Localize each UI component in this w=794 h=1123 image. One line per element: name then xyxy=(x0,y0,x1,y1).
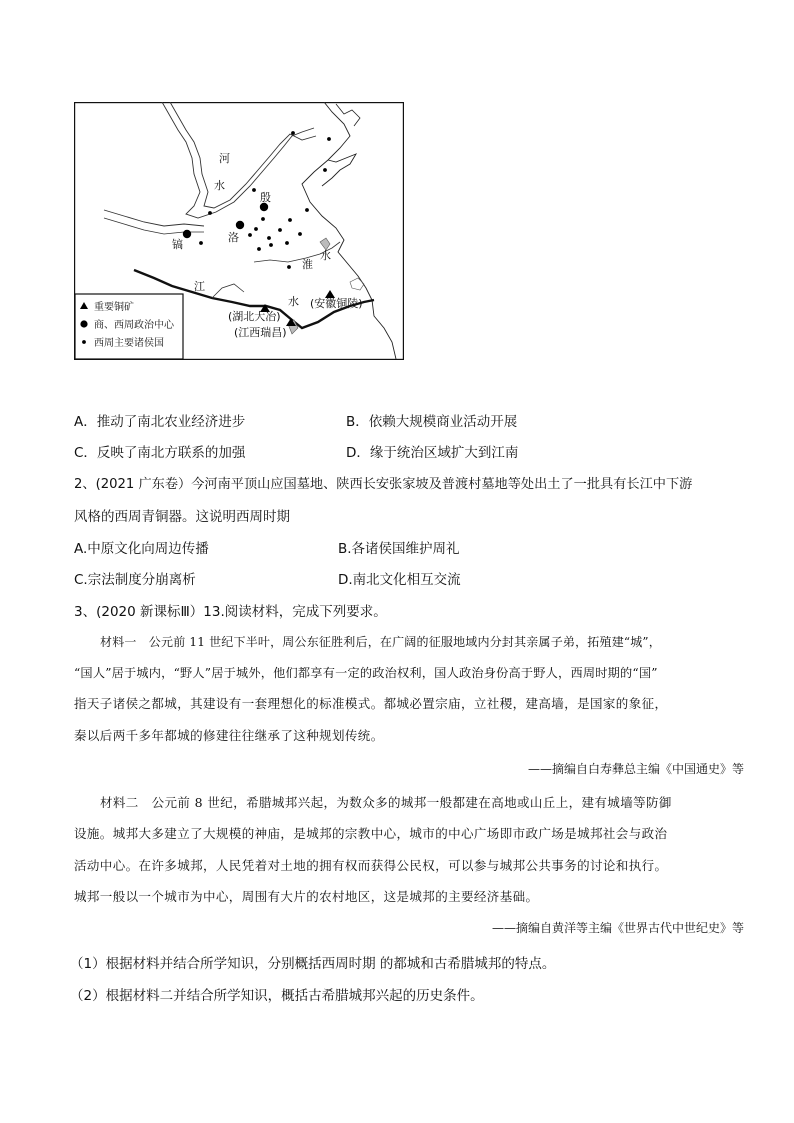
label-shui-jiang: 水 xyxy=(288,295,299,308)
label-luo: 洛 xyxy=(228,231,239,244)
q2-option-d: D.南北文化相互交流 xyxy=(338,572,461,588)
label-shui: 水 xyxy=(214,179,225,192)
material1-line: 秦以后两千多年都城的修建往往继承了这种规划传统。 xyxy=(74,728,384,743)
center-yin xyxy=(260,203,268,211)
label-jiang: 江 xyxy=(194,280,205,293)
label-hubei-daye: (湖北大冶) xyxy=(228,310,281,323)
material2-line: 材料二 公元前 8 世纪，希腊城邦兴起，为数众多的城邦一般都建在高地或山丘上，建有城墙等防御 xyxy=(100,795,672,810)
legend-label-mine: 重要铜矿 xyxy=(94,302,134,313)
material1-line: 指天子诸侯之都城，其建设有一套理想化的标准模式。都城必置宗庙，立社稷，建高墙，是国家的象征， xyxy=(74,696,668,711)
label-shui-huai: 水 xyxy=(320,249,331,262)
label-jiangxi-ruichang: (江西瑞昌) xyxy=(234,326,287,339)
q1-option-b: B．依赖大规模商业活动开展 xyxy=(346,414,518,430)
q1-option-a: A．推动了南北农业经济进步 xyxy=(74,414,246,430)
q3-stem: 3、(2020 新课标Ⅲ）13.阅读材料，完成下列要求。 xyxy=(74,604,387,620)
historical-map xyxy=(74,102,404,360)
label-huai: 淮 xyxy=(302,258,313,271)
center-luo xyxy=(236,221,244,229)
legend-small-dot-icon xyxy=(82,340,86,344)
q2-option-a: A.中原文化向周边传播 xyxy=(74,541,209,557)
label-yin: 殷 xyxy=(260,191,271,204)
q1-option-d: D．缘于统治区域扩大到江南 xyxy=(346,445,519,461)
legend-label-center: 商、西周政治中心 xyxy=(94,320,174,331)
q2-stem-line1: 2、(2021 广东卷）今河南平顶山应国墓地、陕西长安张家坡及普渡村墓地等处出土了一批具有长江中下游 xyxy=(74,477,693,492)
label-anhui-tongling: (安徽铜陵) xyxy=(310,297,363,310)
material1-line: 材料一 公元前 11 世纪下半叶，周公东征胜利后，在广阔的征服地域内分封其亲属子弟，拓殖建“城”， xyxy=(100,635,661,649)
legend-label-vassal: 西周主要诸侯国 xyxy=(94,338,164,349)
material1-source: ——摘编自白寿彝总主编《中国通史》等 xyxy=(527,762,744,776)
q2-option-c: C.宗法制度分崩离析 xyxy=(74,572,196,588)
center-hao xyxy=(183,230,191,238)
material1-line: “国人”居于城内，“野人”居于城外，他们都享有一定的政治权利，国人政治身份高于野人，西周时期的“国” xyxy=(74,666,658,680)
q2-option-b: B.各诸侯国维护周礼 xyxy=(338,541,460,557)
q3-sub2: （2）根据材料二并结合所学知识，概括古希腊城邦兴起的历史条件。 xyxy=(70,988,484,1004)
q2-stem-line2: 风格的西周青铜器。这说明西周时期 xyxy=(74,509,290,525)
q1-option-c: C．反映了南北方联系的加强 xyxy=(74,445,246,461)
material2-line: 城邦一般以一个城市为中心，周围有大片的农村地区，这是城邦的主要经济基础。 xyxy=(74,889,539,904)
material2-line: 活动中心。在许多城邦，人民凭着对土地的拥有权而获得公民权，可以参与城邦公共事务的讨论和执行。 xyxy=(74,858,668,873)
label-hao: 镐 xyxy=(172,238,183,251)
q3-sub1: （1）根据材料并结合所学知识，分别概括西周时期 的都城和古希腊城邦的特点。 xyxy=(70,956,556,972)
legend-big-dot-icon xyxy=(80,320,87,327)
map-legend xyxy=(75,294,183,359)
label-he: 河 xyxy=(219,152,230,165)
material2-source: ——摘编自黄洋等主编《世界古代中世纪史》等 xyxy=(491,921,744,935)
material2-line: 设施。城邦大多建立了大规模的神庙，是城邦的宗教中心，城市的中心广场即市政广场是城邦社会与政治 xyxy=(74,826,668,841)
